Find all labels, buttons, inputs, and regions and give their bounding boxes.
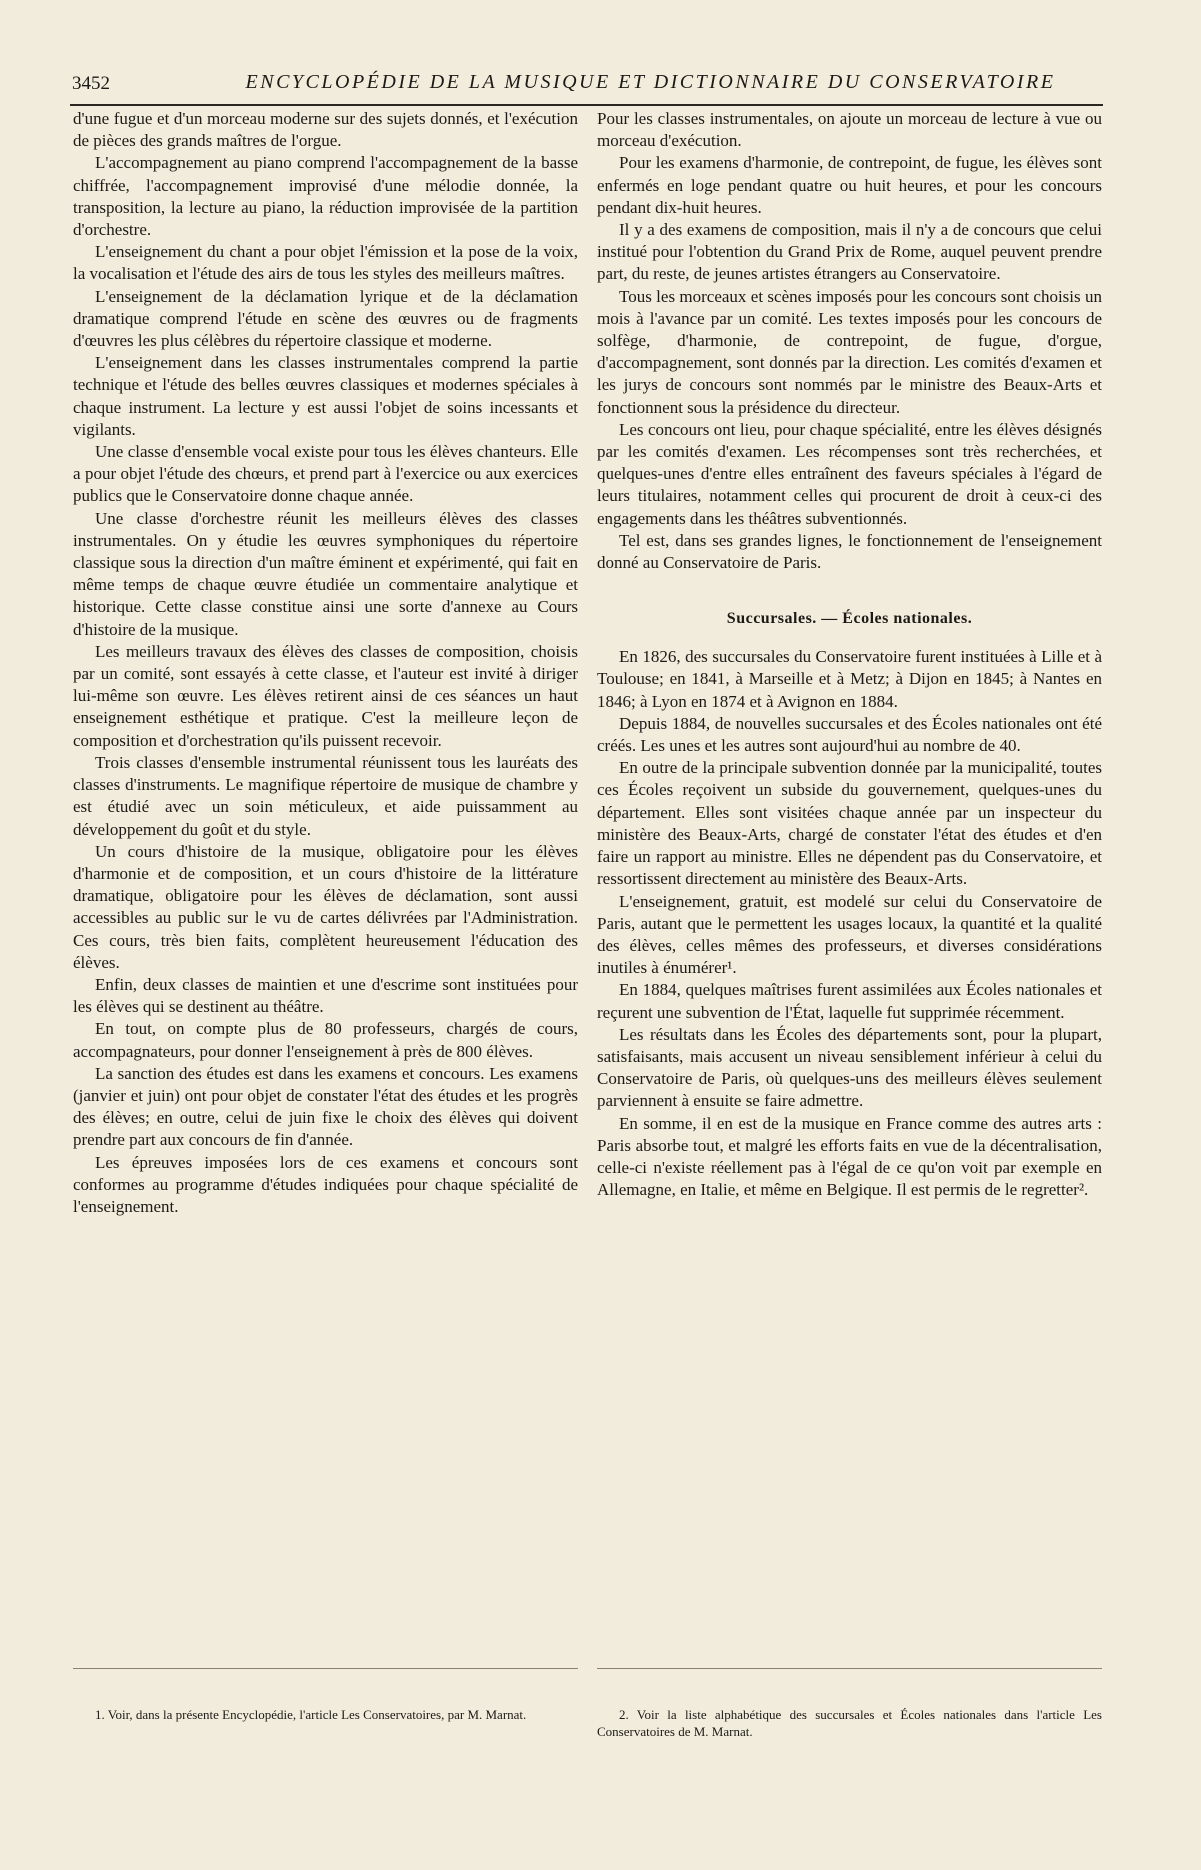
paragraph: En tout, on compte plus de 80 professeurs, chargés de cours, accompagnateurs, pour donner l'enseignement à près de 800 élèves. <box>73 1019 578 1061</box>
footnote-1: 1. Voir, dans la présente Encyclopédie, l'article Les Conservatoires, par M. Marnat. <box>95 1707 527 1722</box>
paragraph: Il y a des examens de composition, mais il n'y a de concours que celui institué pour l'obtention du Grand Prix de Rome, auquel peuvent prendre part, du reste, de jeunes artistes étrangers au Conservatoire. <box>597 220 1102 284</box>
paragraph: Un cours d'histoire de la musique, obligatoire pour les élèves d'harmonie et de composition, et un cours d'histoire de la littérature dramatique, obligatoire pour les élèves de déclamation, sont aussi accessibles au public sur le vu de cartes délivrées par l'Administration. Ces cours, très bien faits, complètent heureusement l'éducation des élèves. <box>73 841 578 972</box>
paragraph: Pour les examens d'harmonie, de contrepoint, de fugue, les élèves sont enfermés en loge pendant quatre ou huit heures, et pour les concours pendant dix-huit heures. <box>597 153 1102 217</box>
paragraph: En outre de la principale subvention donnée par la municipalité, toutes ces Écoles reçoivent un subside du gouvernement, quelques-unes du département. Elles sont visitées chaque année par un inspecteur du ministère des Beaux-Arts, chargé de constater l'état des études et d'en faire un rapport au ministre. Elles ne dépendent pas du Conservatoire, et ressortissent directement au ministère des Beaux-Arts. <box>597 758 1102 889</box>
paragraph: Les résultats dans les Écoles des départements sont, pour la plupart, satisfaisants, mais accusent un niveau sensiblement inférieur à celui du Conservatoire de Paris, où quelques-uns des meilleurs élèves seulement parviennent à ensuite se faire admettre. <box>597 1024 1102 1111</box>
paragraph: Les épreuves imposées lors de ces examens et concours sont conformes au programme d'études indiquées pour chaque spécialité de l'enseignement. <box>73 1152 578 1216</box>
paragraph: Pour les classes instrumentales, on ajoute un morceau de lecture à vue ou morceau d'exécution. <box>597 109 1102 151</box>
paragraph: Enfin, deux classes de maintien et une d'escrime sont instituées pour les élèves qui se destinent au théâtre. <box>73 974 578 1017</box>
paragraph: L'enseignement de la déclamation lyrique et de la déclamation dramatique comprend l'étude en scène des œuvres ou de fragments d'œuvres les plus célèbres du répertoire classique et moderne. <box>73 286 578 351</box>
right-column <box>597 108 1102 1201</box>
paragraph: Une classe d'orchestre réunit les meilleurs élèves des classes instrumentales. On y étudie les œuvres symphoniques du répertoire classique sous la direction d'un maître éminent et expérimenté, qui fait en même temps de chaque œuvre étudiée un commentaire analytique et historique. Cette classe constitue ainsi une sorte d'annexe au Cours d'histoire de la musique. <box>73 508 578 639</box>
paragraph: Les meilleurs travaux des élèves des classes de composition, choisis par un comité, sont essayés à cette classe, et l'auteur est invité à diriger lui-même son œuvre. Les élèves retirent ainsi de ces séances un haut enseignement esthétique et pratique. C'est la meilleure leçon de composition et d'orchestration qu'ils puissent recevoir. <box>73 641 578 750</box>
paragraph: La sanction des études est dans les examens et concours. Les examens (janvier et juin) ont pour objet de constater l'état des études et les progrès des élèves; en outre, celui de juin fixe le choix des élèves qui doivent prendre part aux concours de fin d'année. <box>73 1063 578 1150</box>
footnote-2: 2. Voir la liste alphabétique des succursales et Écoles nationales dans l'article Les Conservatoires de M. Marnat. <box>597 1707 1102 1739</box>
paragraph: L'enseignement dans les classes instrumentales comprend la partie technique et l'étude des belles œuvres classiques et modernes spéciales à chaque instrument. La lecture y est aussi l'objet de soins incessants et vigilants. <box>73 353 578 439</box>
paragraph: L'enseignement, gratuit, est modelé sur celui du Conservatoire de Paris, autant que le permettent les usages locaux, la quantité et la qualité des élèves, celles mêmes des professeurs, et diverses considérations inutiles à énumérer¹. <box>597 891 1102 978</box>
footnote-divider <box>73 1668 578 1669</box>
page-number: 3452 <box>72 73 110 94</box>
paragraph: d'une fugue et d'un morceau moderne sur des sujets donnés, et l'exécution de pièces des grands maîtres de l'orgue. <box>73 109 578 151</box>
paragraph: L'accompagnement au piano comprend l'accompagnement de la basse chiffrée, l'accompagnement improvisé d'une mélodie donnée, la transposition, la lecture au piano, la réduction improvisée de la partition d'orchestre. <box>73 153 578 240</box>
section-heading: Succursales. — Écoles nationales. <box>726 610 973 628</box>
paragraph: Les concours ont lieu, pour chaque spécialité, entre les élèves désignés par les comités d'examen. Les récompenses sont très recherchées, et quelques-unes d'entre elles entraînent des faveurs spéciales à l'égard de leurs titulaires, notamment celles qui procurent de droit à ceux-ci des engagements dans les théâtres subventionnés. <box>597 419 1102 528</box>
paragraph: En 1884, quelques maîtrises furent assimilées aux Écoles nationales et reçurent une subvention de l'État, laquelle fut supprimée récemment. <box>597 980 1102 1022</box>
paragraph: En somme, il en est de la musique en France comme des autres arts : Paris absorbe tout, et malgré les efforts faits en vue de la décentralisation, celle-ci n'existe réellement pas à l'égal de ce qu'on voit par exemple en Allemagne, en Italie, et même en Belgique. Il est permis de le regretter². <box>597 1113 1102 1200</box>
paragraph: L'enseignement du chant a pour objet l'émission et la pose de la voix, la vocalisation et l'étude des airs de tous les styles des meilleurs maîtres. <box>73 242 578 284</box>
left-column <box>73 108 578 1218</box>
paragraph: Depuis 1884, de nouvelles succursales et des Écoles nationales ont été créés. Les unes et les autres sont aujourd'hui au nombre de 40. <box>597 713 1102 756</box>
footnote-divider <box>597 1668 1102 1669</box>
page-header <box>70 66 1103 106</box>
running-title: ENCYCLOPÉDIE DE LA MUSIQUE ET DICTIONNAIRE DU CONSERVATOIRE <box>245 71 1056 93</box>
paragraph: Une classe d'ensemble vocal existe pour tous les élèves chanteurs. Elle a pour objet l'étude des chœurs, et prend part à l'exercice ou aux exercices publics que le Conservatoire donne chaque année. <box>73 442 578 506</box>
paragraph: En 1826, des succursales du Conservatoire furent instituées à Lille et à Toulouse; en 1841, à Marseille et à Metz; à Dijon en 1845; à Nantes en 1846; à Lyon en 1874 et à Avignon en 1884. <box>597 647 1102 711</box>
paragraph: Tel est, dans ses grandes lignes, le fonctionnement de l'enseignement donné au Conservatoire de Paris. <box>597 530 1102 573</box>
paragraph: Tous les morceaux et scènes imposés pour les concours sont choisis un mois à l'avance par un comité. Les textes imposés pour les concours de solfège, d'harmonie, de contrepoint, de fugue, d'orgue, d'accompagnement, sont donnés par la direction. Les comités d'examen et les jurys de concours sont nommés par le ministre des Beaux-Arts et fonctionnent sous la présidence du directeur. <box>597 286 1102 417</box>
paragraph: Trois classes d'ensemble instrumental réunissent tous les lauréats des classes d'instruments. Le magnifique répertoire de musique de chambre y est étudié avec un soin méticuleux, et aide puissamment au développement du goût et du style. <box>73 752 578 839</box>
